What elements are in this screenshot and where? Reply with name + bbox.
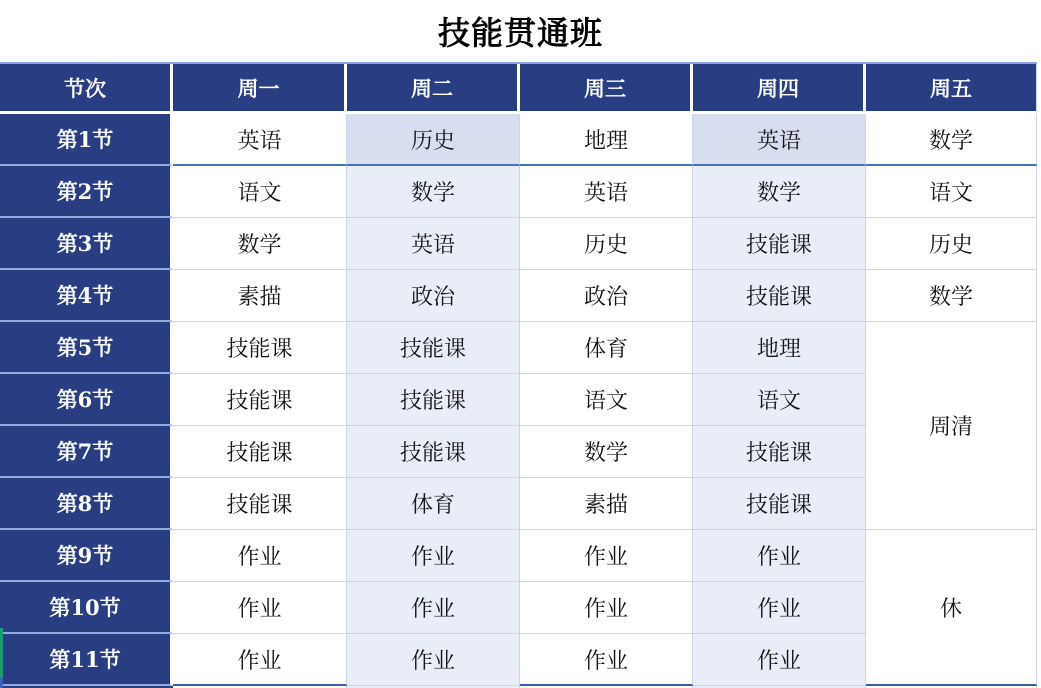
page-title: 技能贯通班 — [437, 14, 603, 52]
schedule-cell[interactable]: 历史 — [866, 218, 1037, 270]
schedule-cell[interactable]: 作业 — [520, 582, 693, 634]
schedule-cell[interactable]: 技能课 — [173, 374, 347, 426]
schedule-cell[interactable]: 英语 — [173, 114, 347, 166]
schedule-cell[interactable]: 作业 — [173, 634, 347, 686]
period-cell[interactable]: 第5节 — [0, 322, 173, 374]
schedule-cell[interactable]: 作业 — [347, 634, 520, 686]
schedule-cell[interactable]: 作业 — [520, 634, 693, 686]
schedule-cell[interactable]: 体育 — [347, 478, 520, 530]
schedule-cell[interactable]: 技能课 — [693, 218, 866, 270]
schedule-cell[interactable]: 技能课 — [693, 426, 866, 478]
window-edge-green-strip — [0, 628, 3, 678]
schedule-cell[interactable]: 技能课 — [173, 478, 347, 530]
schedule-cell[interactable]: 英语 — [347, 218, 520, 270]
schedule-cell[interactable]: 政治 — [520, 270, 693, 322]
schedule-cell[interactable]: 作业 — [520, 530, 693, 582]
day-header[interactable]: 周一 — [173, 64, 347, 114]
schedule-cell[interactable]: 技能课 — [693, 270, 866, 322]
period-column-header[interactable]: 节次 — [0, 64, 173, 114]
schedule-cell[interactable]: 素描 — [173, 270, 347, 322]
window-edge-blue-strip — [0, 678, 3, 688]
period-cell[interactable]: 第10节 — [0, 582, 173, 634]
schedule-cell[interactable]: 数学 — [520, 426, 693, 478]
schedule-cell[interactable]: 技能课 — [347, 426, 520, 478]
period-cell[interactable]: 第6节 — [0, 374, 173, 426]
day-header[interactable]: 周五 — [866, 64, 1037, 114]
schedule-cell[interactable]: 作业 — [347, 530, 520, 582]
merged-cell[interactable]: 周清 — [866, 322, 1037, 530]
schedule-cell[interactable]: 技能课 — [693, 478, 866, 530]
schedule-cell[interactable]: 作业 — [693, 530, 866, 582]
schedule-cell[interactable]: 作业 — [693, 582, 866, 634]
schedule-cell[interactable]: 语文 — [520, 374, 693, 426]
schedule-cell[interactable]: 作业 — [347, 582, 520, 634]
schedule-cell[interactable]: 技能课 — [347, 374, 520, 426]
schedule-cell[interactable]: 历史 — [520, 218, 693, 270]
schedule-cell[interactable]: 地理 — [520, 114, 693, 166]
schedule-cell[interactable]: 语文 — [866, 166, 1037, 218]
day-header[interactable]: 周四 — [693, 64, 866, 114]
schedule-cell[interactable]: 技能课 — [173, 322, 347, 374]
period-cell[interactable]: 第4节 — [0, 270, 173, 322]
schedule-cell[interactable]: 作业 — [173, 530, 347, 582]
day-header[interactable]: 周二 — [347, 64, 520, 114]
schedule-cell[interactable]: 作业 — [693, 634, 866, 686]
schedule-cell[interactable]: 素描 — [520, 478, 693, 530]
schedule-table — [0, 62, 1037, 688]
schedule-cell[interactable]: 技能课 — [347, 322, 520, 374]
schedule-cell[interactable]: 历史 — [347, 114, 520, 166]
schedule-cell[interactable]: 语文 — [693, 374, 866, 426]
title-row — [0, 0, 1041, 62]
schedule-cell[interactable]: 数学 — [173, 218, 347, 270]
schedule-cell[interactable]: 地理 — [693, 322, 866, 374]
schedule-cell[interactable]: 政治 — [347, 270, 520, 322]
period-cell[interactable]: 第11节 — [0, 634, 173, 686]
period-cell[interactable]: 第9节 — [0, 530, 173, 582]
schedule-cell[interactable]: 作业 — [173, 582, 347, 634]
period-cell[interactable]: 第7节 — [0, 426, 173, 478]
schedule-cell[interactable]: 英语 — [693, 114, 866, 166]
schedule-cell[interactable]: 数学 — [347, 166, 520, 218]
schedule-cell[interactable]: 语文 — [173, 166, 347, 218]
day-header[interactable]: 周三 — [520, 64, 693, 114]
schedule-cell[interactable]: 体育 — [520, 322, 693, 374]
period-cell[interactable]: 第1节 — [0, 114, 173, 166]
period-cell[interactable]: 第3节 — [0, 218, 173, 270]
period-cell[interactable]: 第8节 — [0, 478, 173, 530]
schedule-cell[interactable]: 数学 — [693, 166, 866, 218]
schedule-cell[interactable]: 技能课 — [173, 426, 347, 478]
schedule-cell[interactable]: 数学 — [866, 114, 1037, 166]
merged-cell[interactable]: 休 — [866, 530, 1037, 686]
period-cell[interactable]: 第2节 — [0, 166, 173, 218]
schedule-cell[interactable]: 英语 — [520, 166, 693, 218]
schedule-cell[interactable]: 数学 — [866, 270, 1037, 322]
